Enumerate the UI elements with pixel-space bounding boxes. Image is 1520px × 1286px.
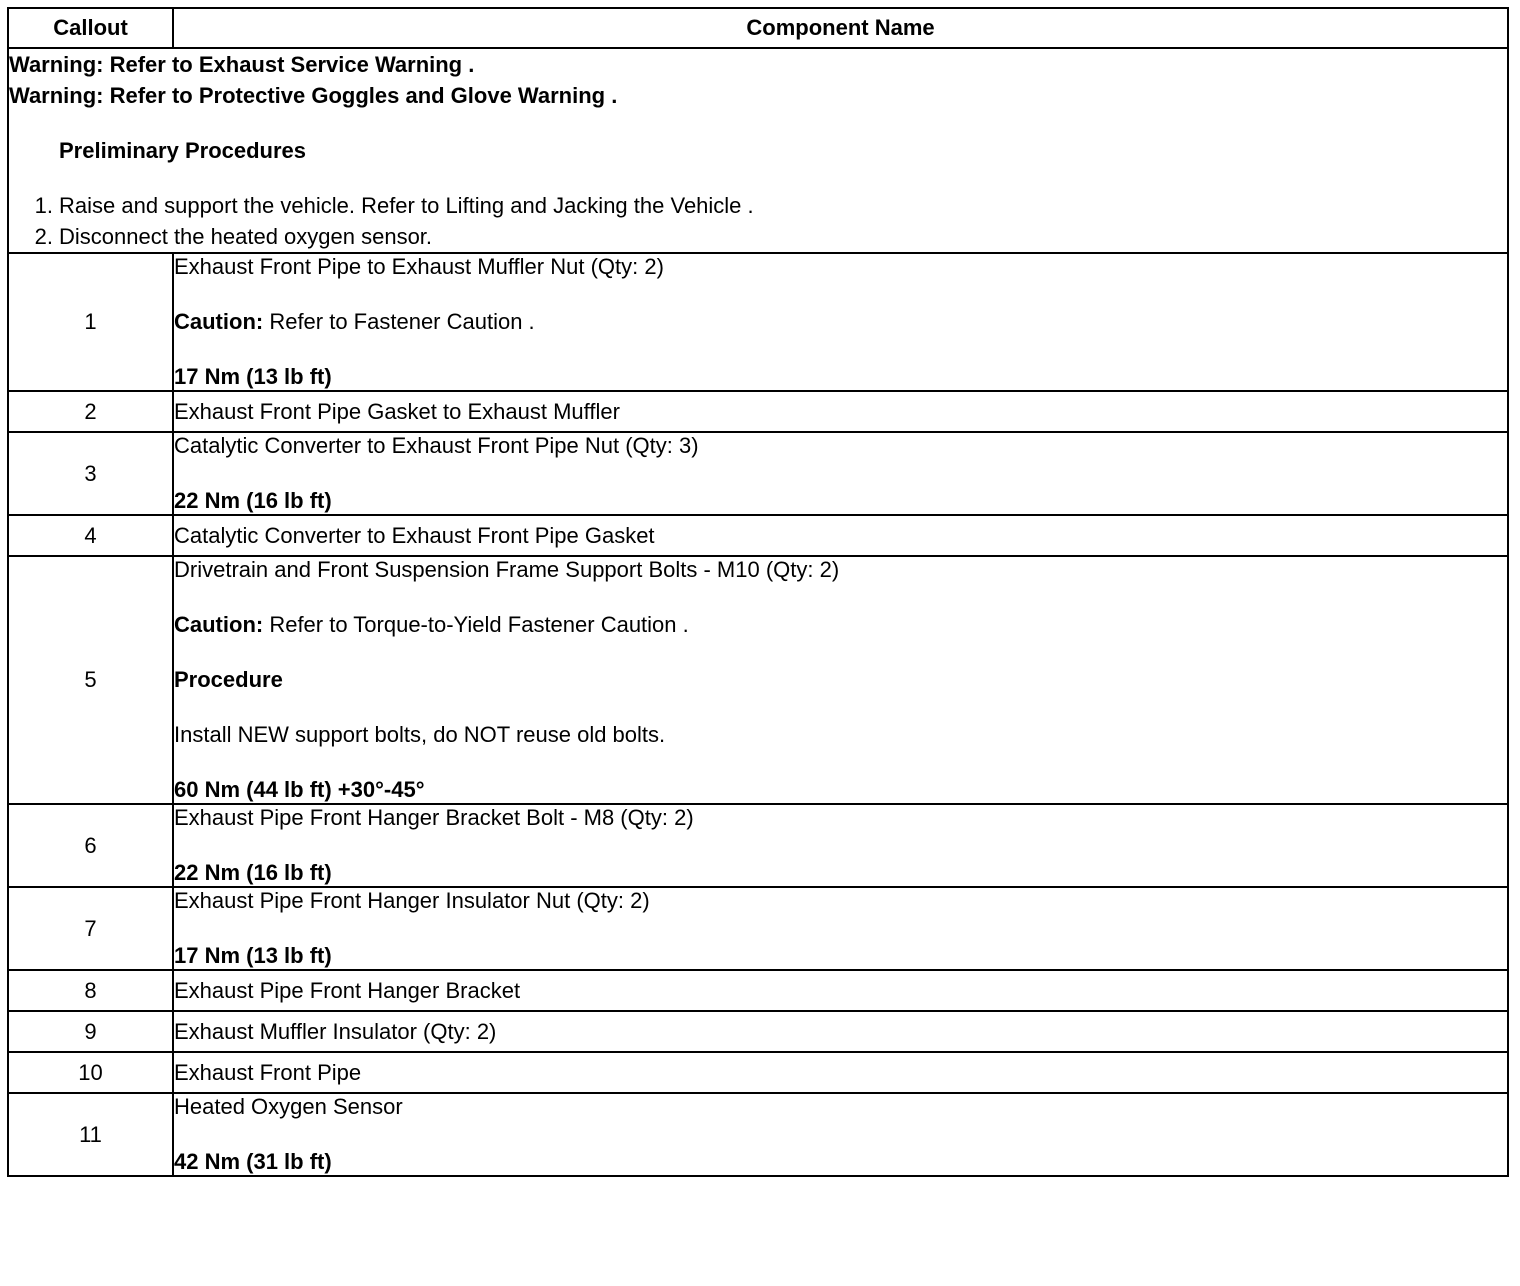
table-row: [8, 1011, 1508, 1052]
preliminary-cell: [8, 48, 1508, 253]
step-number: 1.: [34, 193, 53, 218]
component-cell: [173, 391, 1508, 432]
table-row: [8, 391, 1508, 432]
component-name: Catalytic Converter to Exhaust Front Pipe Gasket: [174, 522, 655, 548]
callout-number: 2: [8, 391, 173, 432]
torque-spec: 60 Nm (44 lb ft) +30°-45°: [174, 777, 425, 802]
exhaust-service-warning: Warning: Refer to Exhaust Service Warning .: [9, 52, 475, 77]
callout-number: 5: [8, 556, 173, 804]
preliminary-step: [34, 190, 1507, 221]
component-cell: [173, 253, 1508, 391]
component-cell: [173, 1052, 1508, 1093]
caution-label: Caution:: [174, 309, 264, 334]
component-cell: [173, 804, 1508, 887]
component-name: Exhaust Front Pipe: [174, 1059, 362, 1085]
torque-spec: 42 Nm (31 lb ft): [174, 1149, 332, 1174]
callout-number: 1: [8, 253, 173, 391]
component-name: Exhaust Front Pipe Gasket to Exhaust Muffler: [174, 398, 620, 424]
component-table: [7, 7, 1509, 1177]
preliminary-steps: [9, 190, 1507, 252]
torque-spec: 17 Nm (13 lb ft): [174, 943, 332, 968]
step-text: Raise and support the vehicle. Refer to Lifting and Jacking the Vehicle .: [59, 193, 754, 218]
caution-note: [174, 309, 1507, 335]
table-row: [8, 970, 1508, 1011]
table-row: [8, 1093, 1508, 1176]
table-row: [8, 432, 1508, 515]
table-row: [8, 1052, 1508, 1093]
procedure-title: Procedure: [174, 667, 283, 692]
callout-number: 6: [8, 804, 173, 887]
caution-note: [174, 612, 1507, 638]
caution-text: Refer to Fastener Caution .: [263, 309, 535, 334]
component-name-header: Component Name: [173, 8, 1508, 48]
component-cell: [173, 1093, 1508, 1176]
table-row: [8, 887, 1508, 970]
table-row: [8, 515, 1508, 556]
caution-label: Caution:: [174, 612, 264, 637]
preliminary-procedures-title: Preliminary Procedures: [59, 138, 307, 163]
component-name: Exhaust Front Pipe to Exhaust Muffler Nut (Qty: 2): [174, 254, 664, 279]
component-cell: [173, 1011, 1508, 1052]
callout-number: 4: [8, 515, 173, 556]
header-row: [8, 8, 1508, 48]
component-cell: [173, 887, 1508, 970]
step-number: 2.: [34, 224, 53, 249]
table-row: [8, 253, 1508, 391]
component-cell: [173, 970, 1508, 1011]
caution-text: Refer to Torque-to-Yield Fastener Caution .: [263, 612, 689, 637]
table-row: [8, 804, 1508, 887]
component-name: Exhaust Pipe Front Hanger Bracket: [174, 977, 521, 1003]
callout-header: Callout: [8, 8, 173, 48]
preliminary-step: [34, 221, 1507, 252]
callout-number: 3: [8, 432, 173, 515]
procedure-text: Install NEW support bolts, do NOT reuse old bolts.: [174, 722, 666, 747]
torque-spec: 22 Nm (16 lb ft): [174, 860, 332, 885]
torque-spec: 22 Nm (16 lb ft): [174, 488, 332, 513]
component-name: Catalytic Converter to Exhaust Front Pipe Nut (Qty: 3): [174, 433, 699, 458]
goggles-glove-warning: Warning: Refer to Protective Goggles and Glove Warning .: [9, 83, 618, 108]
component-name: Exhaust Muffler Insulator (Qty: 2): [174, 1018, 497, 1044]
component-name: Exhaust Pipe Front Hanger Insulator Nut (Qty: 2): [174, 888, 650, 913]
torque-spec: 17 Nm (13 lb ft): [174, 364, 332, 389]
table-row: [8, 556, 1508, 804]
callout-number: 11: [8, 1093, 173, 1176]
component-cell: [173, 556, 1508, 804]
component-name: Exhaust Pipe Front Hanger Bracket Bolt - M8 (Qty: 2): [174, 805, 694, 830]
callout-number: 7: [8, 887, 173, 970]
step-text: Disconnect the heated oxygen sensor.: [59, 224, 433, 249]
component-cell: [173, 432, 1508, 515]
component-cell: [173, 515, 1508, 556]
callout-number: 8: [8, 970, 173, 1011]
component-name: Heated Oxygen Sensor: [174, 1094, 403, 1119]
callout-number: 9: [8, 1011, 173, 1052]
component-name: Drivetrain and Front Suspension Frame Support Bolts - M10 (Qty: 2): [174, 557, 840, 582]
preliminary-row: [8, 48, 1508, 253]
callout-number: 10: [8, 1052, 173, 1093]
